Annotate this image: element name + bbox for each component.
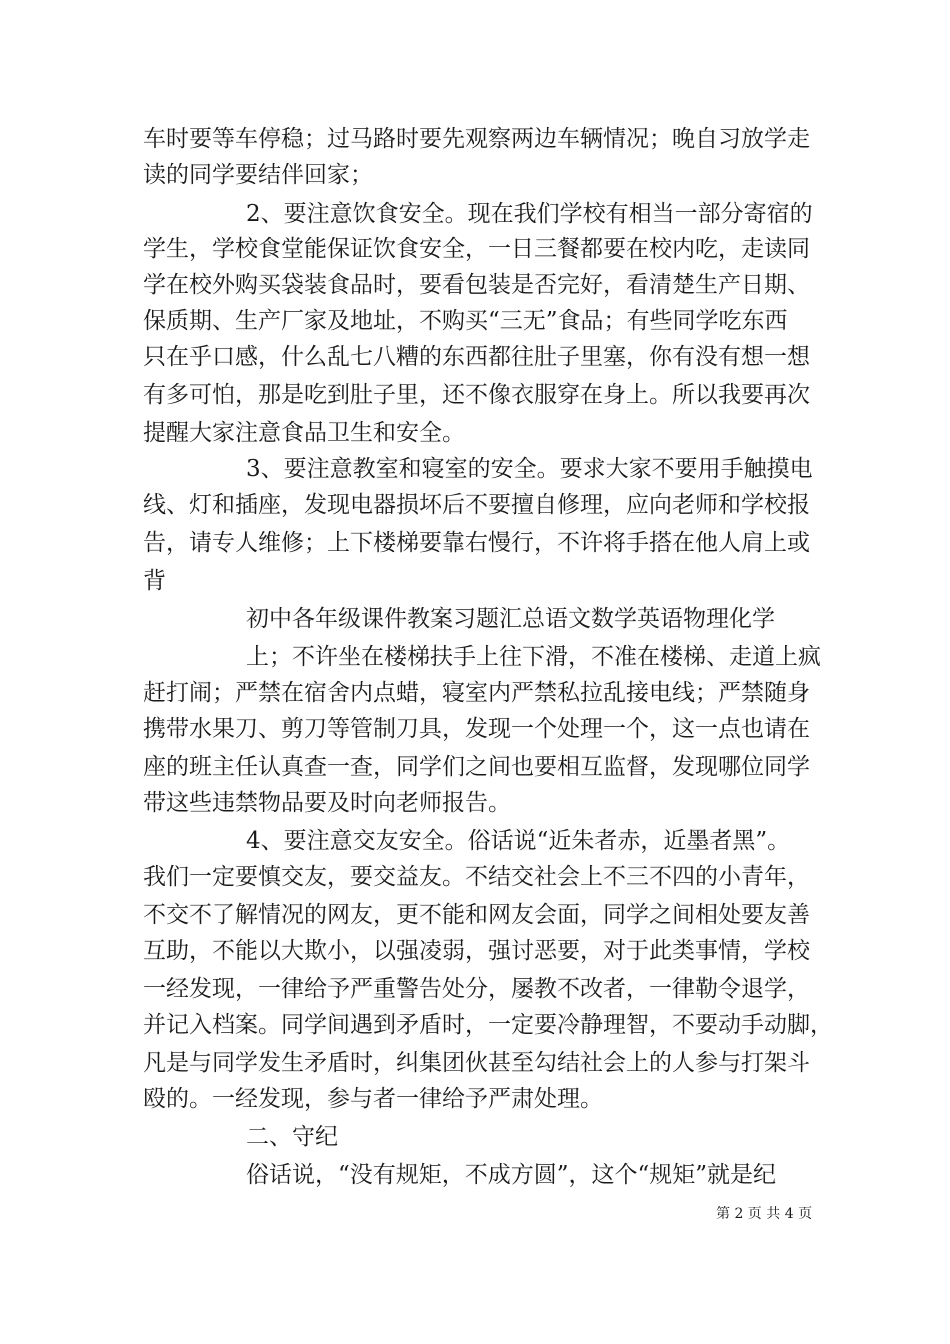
- text-line: 凡是与同学发生矛盾时，纠集团伙甚至勾结社会上的人参与打架斗: [143, 1050, 810, 1076]
- text-line: 座的班主任认真查一查，同学们之间也要相互监督，发现哪位同学: [143, 754, 810, 780]
- text-line: 俗话说，“没有规矩，不成方圆”，这个“规矩”就是纪: [246, 1162, 777, 1188]
- text-line: 学在校外购买袋装食品时，要看包装是否完好，看清楚生产日期、: [143, 272, 810, 298]
- text-line: 学生，学校食堂能保证饮食安全，一日三餐都要在校内吃，走读同: [143, 236, 810, 262]
- text-line: 上；不许坐在楼梯扶手上往下滑，不准在楼梯、走道上疯: [246, 644, 821, 670]
- text-line: 不交不了解情况的网友，更不能和网友会面，同学之间相处要友善: [143, 902, 810, 928]
- text-line: 我们一定要慎交友，要交益友。不结交社会上不三不四的小青年，: [143, 864, 810, 890]
- text-line: 3、要注意教室和寝室的安全。要求大家不要用手触摸电: [246, 456, 813, 482]
- text-line: 保质期、生产厂家及地址，不购买“三无”食品；有些同学吃东西: [143, 308, 788, 334]
- text-line: 殴的。一经发现，参与者一律给予严肃处理。: [143, 1086, 603, 1112]
- text-line: 互助，不能以大欺小，以强凌弱，强讨恶要，对于此类事情，学校: [143, 938, 810, 964]
- text-line: 带这些违禁物品要及时向老师报告。: [143, 790, 511, 816]
- text-line: 并记入档案。同学间遇到矛盾时，一定要冷静理智，不要动手动脚，: [143, 1012, 833, 1038]
- text-line: 携带水果刀、剪刀等管制刀具，发现一个处理一个，这一点也请在: [143, 716, 810, 742]
- page-number: 第 2 页 共 4 页: [716, 1206, 813, 1222]
- text-line: 背: [143, 568, 166, 594]
- text-line: 提醒大家注意食品卫生和安全。: [143, 420, 465, 446]
- text-line: 初中各年级课件教案习题汇总语文数学英语物理化学: [246, 606, 775, 632]
- text-line: 有多可怕，那是吃到肚子里，还不像衣服穿在身上。所以我要再次: [143, 382, 810, 408]
- text-line: 2、要注意饮食安全。现在我们学校有相当一部分寄宿的: [246, 201, 813, 227]
- text-line: 车时要等车停稳；过马路时要先观察两边车辆情况；晚自习放学走: [143, 126, 810, 152]
- text-line: 赶打闹；严禁在宿舍内点蜡，寝室内严禁私拉乱接电线；严禁随身: [143, 680, 810, 706]
- text-line: 只在乎口感，什么乱七八糟的东西都往肚子里塞，你有没有想一想: [143, 344, 810, 370]
- text-line: 一经发现，一律给予严重警告处分，屡教不改者，一律勒令退学，: [143, 976, 810, 1002]
- text-line: 线、灯和插座，发现电器损坏后不要擅自修理，应向老师和学校报: [143, 492, 810, 518]
- text-line: 读的同学要结伴回家；: [143, 162, 373, 188]
- text-line: 4、要注意交友安全。俗话说“近朱者赤，近墨者黑”。: [246, 828, 791, 854]
- section-heading: 二、守纪: [246, 1124, 338, 1150]
- text-line: 告，请专人维修；上下楼梯要靠右慢行，不许将手搭在他人肩上或: [143, 530, 810, 556]
